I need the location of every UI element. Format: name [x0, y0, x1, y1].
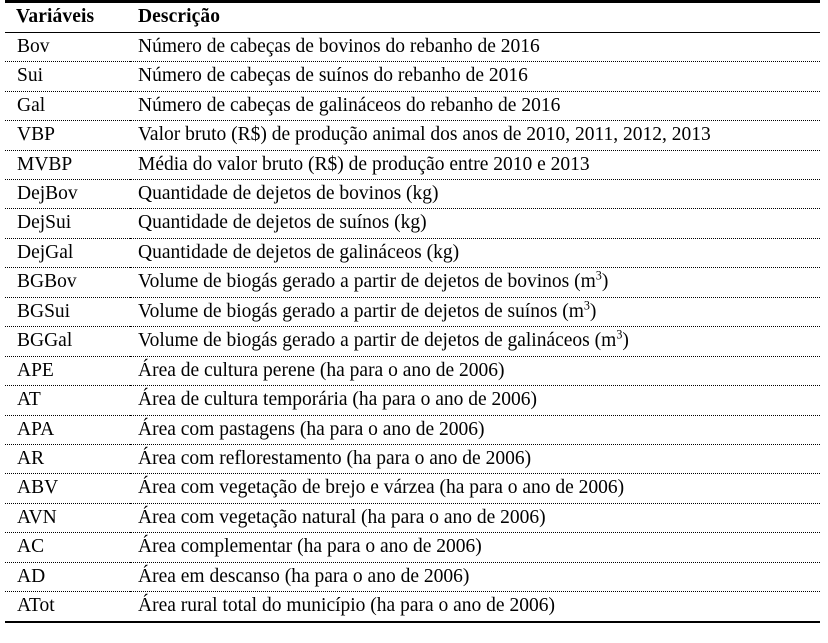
table-body: [5, 32, 820, 621]
table-row: [5, 503, 820, 532]
table-header: [5, 2, 820, 33]
table-row: [5, 32, 820, 61]
cell-variable: Gal: [17, 94, 46, 116]
cell-variable: VBP: [17, 124, 55, 146]
table-row: [5, 327, 820, 356]
cell-variable: Sui: [17, 65, 44, 87]
table-row: [5, 62, 820, 91]
cell-description: Quantidade de dejetos de bovinos (kg): [138, 183, 439, 205]
cell-description: Área em descanso (ha para o ano de 2006): [138, 565, 470, 587]
table-row: [5, 297, 820, 326]
table-row: [5, 91, 820, 120]
table-row: [5, 386, 820, 415]
cell-description: Área com vegetação natural (ha para o ano de 2006): [138, 506, 546, 528]
table-row: [5, 415, 820, 444]
cell-variable: DejSui: [17, 212, 72, 234]
table-row: [5, 209, 820, 238]
table-row: [5, 268, 820, 297]
cell-variable: BGSui: [17, 300, 71, 322]
cell-description: Área com reflorestamento (ha para o ano de 2006): [138, 447, 532, 469]
table-row: [5, 238, 820, 267]
cell-description: Área de cultura perene (ha para o ano de 2006): [138, 359, 505, 381]
table-row: [5, 474, 820, 503]
table-row: [5, 356, 820, 385]
cell-description: Volume de biogás gerado a partir de dejetos de suínos $(m^3)$: [138, 298, 597, 322]
cell-variable: APA: [17, 418, 55, 440]
table-row: [5, 121, 820, 150]
cell-variable: MVBP: [17, 153, 73, 175]
column-header-variables: Variáveis: [16, 6, 95, 27]
cell-description: Área com pastagens (ha para o ano de 2006): [138, 418, 485, 440]
table-row: [5, 444, 820, 473]
table-row: [5, 180, 820, 209]
cell-variable: AR: [17, 447, 45, 469]
cell-variable: ATot: [17, 595, 55, 617]
table-row: [5, 150, 820, 179]
cell-variable: DejGal: [17, 241, 74, 263]
cell-variable: AVN: [17, 506, 57, 528]
cell-description: Área complementar (ha para o ano de 2006): [138, 536, 482, 558]
cell-description: Área com vegetação de brejo e várzea (ha para o ano de 2006): [138, 477, 625, 499]
column-header-description: Descrição: [138, 6, 221, 27]
cell-description: Área de cultura temporária (ha para o ano de 2006): [138, 389, 538, 411]
table-row: [5, 562, 820, 591]
table-row: [5, 592, 820, 622]
cell-description: Volume de biogás gerado a partir de dejetos de bovinos $(m^3)$: [138, 268, 609, 293]
table-row: [5, 533, 820, 562]
cell-variable: BGGal: [17, 330, 73, 352]
cell-variable: ABV: [17, 477, 59, 499]
cell-variable: AT: [17, 389, 41, 411]
cell-variable: BGBov: [17, 271, 77, 293]
cell-description: Volume de biogás gerado a partir de dejetos de galináceos $(m^3)$: [138, 327, 629, 352]
cell-variable: Bov: [17, 35, 50, 57]
variables-table-container: [5, 0, 820, 623]
cell-description: Número de cabeças de galináceos do rebanho de 2016: [138, 94, 561, 116]
cell-description: Quantidade de dejetos de suínos (kg): [138, 212, 427, 234]
table-header-row: [5, 2, 820, 33]
cell-description: Quantidade de dejetos de galináceos (kg): [138, 241, 460, 263]
cell-variable: AD: [17, 565, 46, 587]
cell-variable: DejBov: [17, 183, 78, 205]
cell-description: Número de cabeças de suínos do rebanho de 2016: [138, 65, 528, 87]
cell-description: Média do valor bruto (R$) de produção entre 2010 e 2013: [138, 153, 590, 175]
cell-variable: APE: [17, 359, 54, 381]
cell-description: Área rural total do município (ha para o ano de 2006): [138, 595, 555, 617]
cell-variable: AC: [17, 536, 45, 558]
cell-description: Número de cabeças de bovinos do rebanho de 2016: [138, 35, 540, 57]
variables-description-table: [5, 0, 820, 623]
cell-description: Valor bruto (R$) de produção animal dos anos de 2010, 2011, 2012, 2013: [138, 124, 711, 146]
